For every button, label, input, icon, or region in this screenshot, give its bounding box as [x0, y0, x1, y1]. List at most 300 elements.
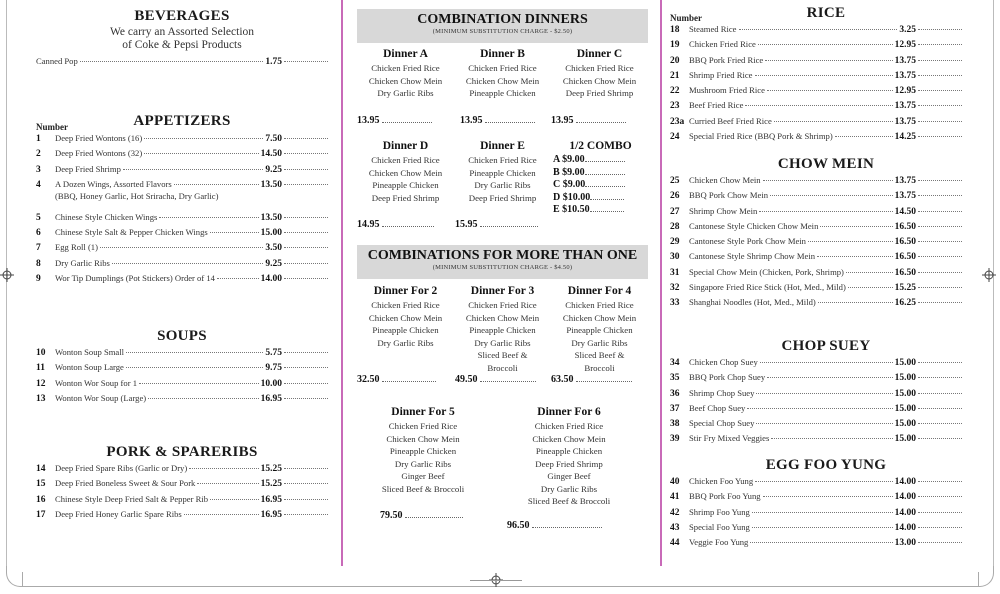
- item-price: 1.75: [265, 57, 282, 67]
- dinner-item: Chicken Fried Rice: [468, 63, 537, 73]
- leader-dots: [284, 499, 328, 500]
- dinner-item: Pineapple Chicken: [535, 446, 603, 456]
- dinner-price-value: 79.50: [380, 510, 403, 521]
- dinner-item: Sliced Beef & Broccoli: [381, 483, 465, 494]
- half-combo-price: A $9.00: [553, 154, 585, 165]
- item-name: Wonton Soup Large: [55, 362, 124, 373]
- item-price: 16.95: [260, 393, 282, 404]
- item-number: 30: [670, 252, 680, 263]
- dinner-item: Ginger Beef: [547, 471, 591, 481]
- dinner-b: [454, 48, 551, 100]
- item-name: Chinese Style Salt & Pepper Chicken Wings: [55, 227, 208, 238]
- item-name: Special Chow Mein (Chicken, Pork, Shrimp): [689, 266, 844, 277]
- item-price: 15.00: [894, 434, 916, 445]
- leader-dots: [918, 481, 962, 482]
- item-name: Canned Pop: [36, 56, 78, 66]
- dinner-price: [507, 520, 602, 531]
- item-price: 3.25: [899, 25, 916, 35]
- menu-item: [36, 148, 328, 163]
- dinner-name: Dinner For 6: [537, 406, 601, 418]
- menu-item: [670, 522, 962, 537]
- page-border-right: [993, 0, 994, 566]
- dinner-item: Chicken Chow Mein: [368, 75, 443, 86]
- dinner-item: Dry Garlic Ribs: [474, 180, 531, 190]
- half-combo: [553, 140, 648, 217]
- item-number: 31: [670, 267, 680, 278]
- menu-item: [670, 236, 962, 251]
- leader-dots: [144, 138, 263, 139]
- item-name: Wonton Wor Soup for 1: [55, 377, 138, 388]
- dinner-for-2: [357, 285, 454, 349]
- item-price: 3.50: [265, 243, 282, 254]
- substitution-note: (MINIMUM SUBSTITUTION CHARGE - $4.50): [432, 264, 573, 271]
- leader-dots: [585, 174, 625, 175]
- item-price: 15.00: [260, 228, 282, 239]
- item-name: Dry Garlic Ribs: [55, 257, 110, 268]
- leader-dots: [918, 438, 962, 439]
- dinner-price-value: 13.95: [551, 115, 574, 126]
- dinner-name: Dinner A: [383, 48, 428, 60]
- dinner-price: [551, 115, 626, 126]
- menu-item: [36, 273, 328, 288]
- item-number: 41: [670, 492, 680, 503]
- leader-dots: [918, 423, 962, 424]
- leader-dots: [765, 60, 892, 61]
- dinner-item: Chicken Chow Mein: [368, 167, 443, 178]
- appetizers-list: [36, 133, 328, 288]
- dinner-for-4: [551, 285, 648, 374]
- dinner-item: Pineapple Chicken: [469, 88, 536, 98]
- leader-dots: [112, 263, 263, 264]
- leader-dots: [755, 75, 893, 76]
- leader-dots: [820, 226, 892, 227]
- leader-dots: [284, 232, 328, 233]
- dinner-item: Chicken Chow Mein: [465, 312, 540, 323]
- dinner-for-5: [371, 406, 475, 495]
- leader-dots: [284, 169, 328, 170]
- item-number: 38: [670, 419, 680, 430]
- leader-dots: [284, 263, 328, 264]
- menu-item: [670, 267, 962, 282]
- leader-dots: [756, 423, 892, 424]
- dinner-price-value: 14.95: [357, 219, 380, 230]
- item-number: 34: [670, 358, 680, 368]
- menu-item: [670, 403, 962, 418]
- leader-dots: [918, 211, 962, 212]
- section-title-chow-mein: CHOW MEIN: [777, 156, 875, 172]
- dinner-price-value: 13.95: [357, 115, 380, 126]
- item-number: 10: [36, 348, 46, 358]
- leader-dots: [918, 44, 962, 45]
- item-name: Special Foo Yung: [689, 521, 750, 532]
- item-name: Singapore Fried Rice Stick (Hot, Med., Mild): [689, 282, 846, 293]
- leader-dots: [835, 136, 893, 137]
- item-name: BBQ Pork Chop Suey: [689, 372, 766, 383]
- menu-item: [36, 347, 328, 362]
- leader-dots: [184, 514, 259, 515]
- leader-dots: [480, 226, 538, 227]
- dinner-name: Dinner For 4: [567, 285, 632, 297]
- leader-dots: [745, 105, 892, 106]
- item-number: 21: [670, 70, 680, 81]
- item-price: 15.00: [894, 403, 916, 414]
- dinner-name: Dinner For 5: [391, 406, 455, 418]
- item-price: 13.75: [894, 116, 916, 127]
- dinner-for-6: [513, 406, 625, 508]
- leader-dots: [918, 180, 962, 181]
- leader-dots: [174, 184, 259, 185]
- leader-dots: [576, 122, 626, 123]
- fold-tick-right: [978, 572, 979, 587]
- registration-mark-icon: [0, 268, 14, 282]
- item-name: Shanghai Noodles (Hot, Med., Mild): [689, 297, 816, 308]
- item-price: 15.00: [894, 373, 916, 384]
- dinner-d: [357, 140, 454, 204]
- item-price: 14.00: [894, 477, 916, 487]
- registration-mark-icon: [982, 268, 996, 282]
- leader-dots: [144, 153, 258, 154]
- item-name: Special Chop Suey: [689, 418, 755, 429]
- menu-item: [36, 378, 328, 393]
- item-price: 16.95: [260, 494, 282, 505]
- item-price: 16.50: [894, 221, 916, 232]
- item-price: 12.95: [894, 40, 916, 51]
- item-price: 13.50: [260, 179, 282, 190]
- item-number: 16: [36, 494, 46, 505]
- menu-item: [36, 56, 328, 71]
- leader-dots: [750, 542, 892, 543]
- item-number: 14: [36, 464, 46, 474]
- dinner-item: Ginger Beef: [401, 471, 445, 481]
- leader-dots: [382, 381, 436, 382]
- leader-dots: [818, 302, 893, 303]
- number-column-label: Number: [670, 13, 702, 23]
- soups-list: [36, 347, 328, 408]
- item-number: 44: [670, 538, 680, 549]
- section-title-beverages: BEVERAGES: [134, 8, 230, 24]
- dinner-price: [380, 510, 463, 521]
- leader-dots: [405, 517, 463, 518]
- menu-item: [36, 258, 328, 273]
- dinner-price: [551, 374, 632, 385]
- leader-dots: [284, 483, 328, 484]
- leader-dots: [918, 272, 962, 273]
- leader-dots: [284, 468, 328, 469]
- leader-dots: [756, 393, 892, 394]
- leader-dots: [189, 468, 258, 469]
- half-combo-line: [553, 154, 648, 167]
- item-price: 14.50: [260, 149, 282, 160]
- item-name: A Dozen Wings, Assorted Flavors: [55, 178, 172, 189]
- dinner-item: Pineapple Chicken: [389, 446, 457, 456]
- menu-item: [670, 100, 962, 115]
- leader-dots: [808, 241, 893, 242]
- item-name: Chicken Chop Suey: [689, 357, 758, 367]
- menu-item: [670, 206, 962, 221]
- leader-dots: [126, 367, 264, 368]
- leader-dots: [217, 278, 259, 279]
- leader-dots: [284, 184, 328, 185]
- dinner-item: Chicken Fried Rice: [565, 300, 634, 310]
- column-divider-left: [341, 0, 343, 566]
- leader-dots: [770, 195, 893, 196]
- item-name: Chinese Style Deep Fried Salt & Pepper Rib: [55, 493, 208, 504]
- dinner-name: Dinner For 3: [470, 285, 535, 297]
- item-name: Deep Fried Wontons (16): [55, 133, 143, 143]
- item-name: BBQ Pork Fried Rice: [689, 54, 764, 65]
- item-number: 6: [36, 228, 41, 239]
- item-name: Curried Beef Fried Rice: [689, 115, 772, 126]
- leader-dots: [747, 408, 892, 409]
- leader-dots: [918, 60, 962, 61]
- dinner-item: Dry Garlic Ribs: [377, 337, 434, 348]
- dinner-item: Chicken Chow Mein: [562, 75, 637, 86]
- item-name: Wor Tip Dumplings (Pot Stickers) Order of 14: [55, 273, 215, 284]
- dinner-name: Dinner B: [480, 48, 525, 60]
- item-name: Cantonese Style Pork Chow Mein: [689, 236, 806, 247]
- item-number: 40: [670, 477, 680, 487]
- menu-item: [670, 388, 962, 403]
- leader-dots: [763, 180, 893, 181]
- dinner-price: [455, 374, 536, 385]
- leader-dots: [284, 514, 328, 515]
- dinner-item: Chicken Chow Mein: [562, 312, 637, 323]
- leader-dots: [918, 90, 962, 91]
- rice-list: [670, 24, 962, 146]
- item-price: 13.75: [894, 55, 916, 66]
- item-number: 15: [36, 479, 46, 490]
- item-price: 15.25: [260, 464, 282, 474]
- leader-dots: [752, 527, 893, 528]
- menu-item: [670, 190, 962, 205]
- menu-item: [36, 393, 328, 408]
- item-number: 19: [670, 40, 680, 51]
- half-combo-price: C $9.00: [553, 179, 586, 190]
- leader-dots: [918, 542, 962, 543]
- section-title-rice: RICE: [806, 5, 846, 21]
- leader-dots: [918, 241, 962, 242]
- dinner-price-value: 13.95: [460, 115, 483, 126]
- item-name: Deep Fried Shrimp: [55, 163, 121, 174]
- item-name: Chicken Fried Rice: [689, 39, 756, 50]
- leader-dots: [126, 352, 263, 353]
- dinner-item: Chicken Chow Mein: [465, 75, 540, 86]
- item-number: 20: [670, 55, 680, 66]
- half-combo-line: [553, 204, 648, 217]
- leader-dots: [846, 272, 893, 273]
- section-title-combinations-more: COMBINATIONS FOR MORE THAN ONE: [367, 248, 638, 263]
- leader-dots: [485, 122, 535, 123]
- dinner-item: Chicken Fried Rice: [565, 63, 634, 73]
- dinner-item: Broccoli: [584, 362, 615, 373]
- section-title-soups: SOUPS: [157, 328, 207, 344]
- item-price: 16.50: [894, 267, 916, 278]
- item-number: 11: [36, 363, 45, 374]
- item-name: Wonton Wor Soup (Large): [55, 392, 147, 403]
- leader-dots: [918, 393, 962, 394]
- leader-dots: [759, 211, 892, 212]
- item-name: Deep Fried Honey Garlic Spare Ribs: [55, 508, 182, 519]
- dinner-item: Chicken Fried Rice: [388, 421, 458, 431]
- item-name: Shrimp Chop Suey: [689, 387, 755, 398]
- beverages-subtitle: We carry an Assorted Selection: [109, 26, 255, 38]
- menu-item: [670, 85, 962, 100]
- dinner-price-value: 49.50: [455, 374, 478, 385]
- leader-dots: [197, 483, 258, 484]
- section-title-pork-spareribs: PORK & SPARERIBS: [106, 444, 258, 460]
- item-number: 37: [670, 403, 680, 414]
- item-name: Veggie Foo Yung: [689, 537, 749, 548]
- menu-item-detail: [36, 191, 328, 212]
- half-combo-price: B $9.00: [553, 166, 585, 178]
- item-name: Beef Chop Suey: [689, 402, 746, 413]
- dinner-price-value: 15.95: [455, 219, 478, 230]
- leader-dots: [382, 122, 432, 123]
- leader-dots: [918, 302, 962, 303]
- menu-item: [36, 362, 328, 377]
- dinner-item: Pineapple Chicken: [469, 325, 536, 335]
- leader-dots: [210, 499, 259, 500]
- item-number: 17: [36, 509, 46, 520]
- item-price: 16.50: [894, 237, 916, 248]
- item-number: 33: [670, 298, 680, 309]
- leader-dots: [284, 278, 328, 279]
- pork-list: [36, 463, 328, 524]
- leader-dots: [100, 247, 263, 248]
- item-price: 7.50: [265, 134, 282, 144]
- leader-dots: [590, 199, 624, 200]
- item-number: 5: [36, 212, 41, 223]
- item-number: 3: [36, 164, 41, 175]
- item-price: 15.25: [260, 479, 282, 490]
- menu-item: [670, 297, 962, 312]
- dinner-item: Sliced Beef &: [574, 350, 625, 360]
- dinner-item: Dry Garlic Ribs: [571, 337, 628, 348]
- item-name: Mushroom Fried Rice: [689, 85, 765, 96]
- menu-item: [36, 164, 328, 179]
- leader-dots: [918, 512, 962, 513]
- dinner-name: Dinner For 2: [373, 285, 438, 297]
- leader-dots: [760, 362, 893, 363]
- menu-item: [670, 175, 962, 190]
- leader-dots: [585, 186, 625, 187]
- menu-item: [36, 212, 328, 227]
- dinner-price: [357, 374, 436, 385]
- leader-dots: [755, 481, 892, 482]
- menu-item: [670, 55, 962, 70]
- chow-mein-list: [670, 175, 962, 313]
- dinner-item: Broccoli: [487, 362, 518, 373]
- item-number: 12: [36, 378, 46, 389]
- leader-dots: [284, 61, 328, 62]
- item-name: BBQ Pork Foo Yung: [689, 491, 761, 502]
- dinner-name: Dinner D: [382, 140, 429, 152]
- leader-dots: [382, 226, 434, 227]
- menu-item: [36, 463, 328, 478]
- section-title-combination-dinners: COMBINATION DINNERS: [417, 12, 588, 27]
- dinner-item: Dry Garlic Ribs: [377, 88, 434, 98]
- item-number: 28: [670, 221, 680, 232]
- menu-item: [670, 282, 962, 297]
- dinner-item: Deep Fried Shrimp: [535, 458, 603, 469]
- leader-dots: [817, 256, 893, 257]
- item-number: 8: [36, 258, 41, 269]
- dinner-item: Pineapple Chicken: [566, 325, 633, 335]
- beverages-list: [36, 56, 328, 71]
- item-price: 15.25: [894, 283, 916, 294]
- item-price: 16.95: [260, 509, 282, 520]
- dinner-item: Chicken Chow Mein: [386, 433, 460, 444]
- item-number: 2: [36, 149, 41, 160]
- dinner-price-value: 32.50: [357, 374, 380, 385]
- menu-item: [670, 39, 962, 54]
- item-number: 18: [670, 25, 680, 35]
- beverages-subtitle: of Coke & Pepsi Products: [122, 39, 242, 51]
- leader-dots: [284, 217, 328, 218]
- leader-dots: [918, 287, 962, 288]
- page-corner-right: [978, 566, 994, 587]
- menu-item: [670, 70, 962, 85]
- half-combo-line: [553, 179, 648, 192]
- leader-dots: [284, 138, 328, 139]
- registration-line: [470, 580, 522, 581]
- item-number: 35: [670, 373, 680, 384]
- menu-item: [670, 476, 962, 491]
- leader-dots: [918, 226, 962, 227]
- section-title-appetizers: APPETIZERS: [133, 113, 231, 129]
- menu-item: [670, 537, 962, 552]
- combination-dinners-banner: [357, 9, 648, 43]
- dinner-item: Sliced Beef & Broccoli: [527, 496, 611, 506]
- item-price: 13.50: [260, 212, 282, 223]
- item-price: 5.75: [265, 348, 282, 358]
- item-price: 14.25: [894, 132, 916, 143]
- item-name: Shrimp Foo Yung: [689, 506, 750, 517]
- menu-item: [670, 507, 962, 522]
- item-price: 10.00: [260, 378, 282, 389]
- dinner-price: [357, 219, 434, 230]
- leader-dots: [771, 438, 892, 439]
- item-number: 23: [670, 101, 680, 112]
- leader-dots: [159, 217, 258, 218]
- leader-dots: [763, 496, 893, 497]
- page-border-left: [6, 0, 7, 566]
- menu-item: [670, 221, 962, 236]
- item-price: 14.00: [894, 507, 916, 518]
- item-price: 13.00: [894, 538, 916, 549]
- item-price: 14.00: [894, 492, 916, 503]
- middle-column: [357, 0, 648, 566]
- menu-item: [670, 24, 962, 39]
- section-title-egg-foo-yung: EGG FOO YUNG: [765, 457, 887, 473]
- leader-dots: [918, 362, 962, 363]
- item-number: 24: [670, 132, 680, 143]
- leader-dots: [80, 61, 264, 62]
- dinner-price: [460, 115, 535, 126]
- item-number: 9: [36, 274, 41, 285]
- fold-tick-left: [22, 572, 23, 587]
- item-name: Beef Fried Rice: [689, 100, 744, 111]
- number-column-label: Number: [36, 122, 68, 132]
- menu-item: [36, 494, 328, 509]
- leader-dots: [918, 121, 962, 122]
- item-price: 14.50: [894, 206, 916, 217]
- leader-dots: [590, 211, 624, 212]
- dinner-name: Dinner C: [576, 48, 623, 60]
- combinations-more-banner: [357, 245, 648, 279]
- leader-dots: [758, 44, 893, 45]
- item-price: 9.25: [265, 164, 282, 175]
